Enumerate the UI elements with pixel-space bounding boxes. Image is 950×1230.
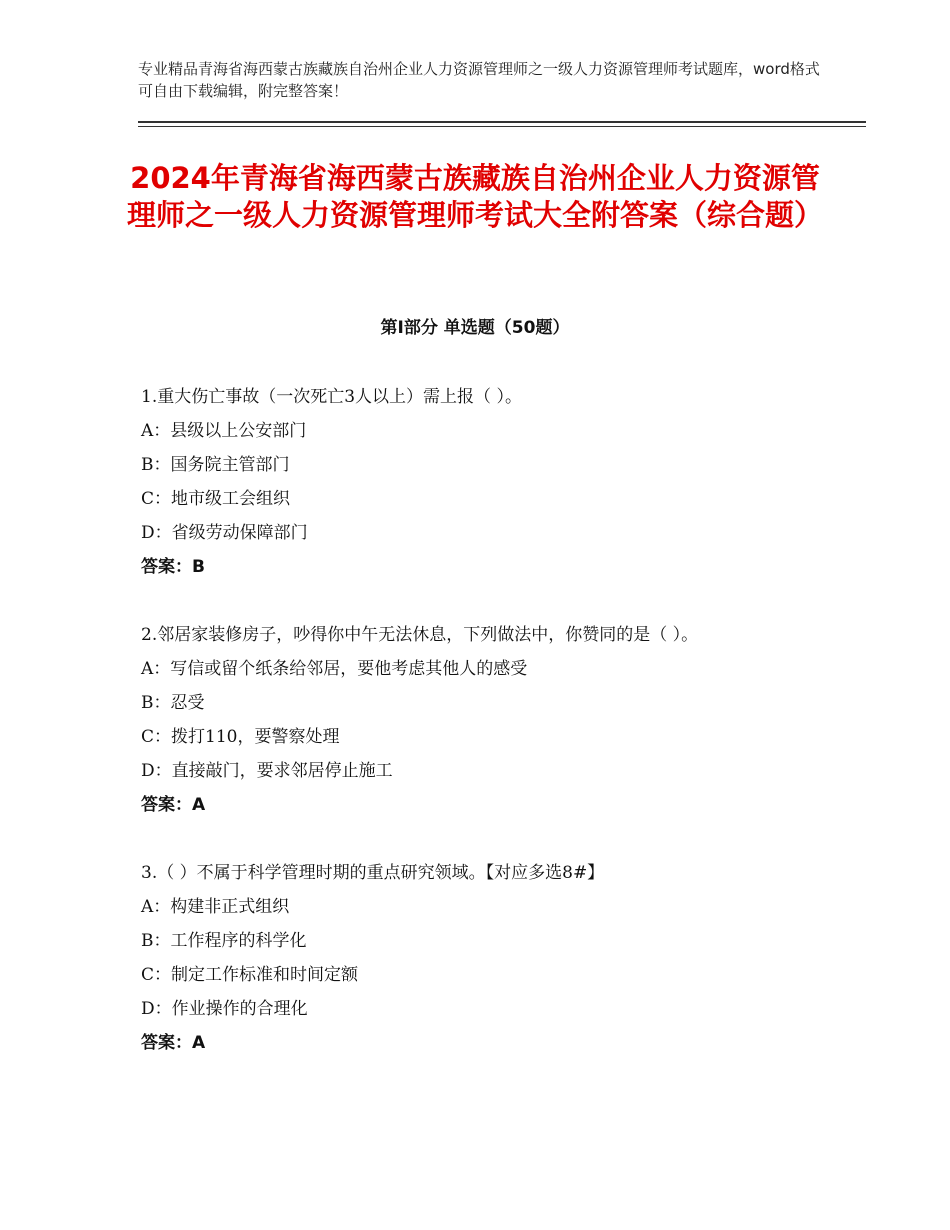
question-2 <box>141 618 821 822</box>
header-divider-thick <box>138 121 866 123</box>
option-b: B：国务院主管部门 <box>141 455 290 475</box>
document-title: 2024年青海省海西蒙古族藏族自治州企业人力资源管理师之一级人力资源管理师考试大全附答案（综合题） <box>126 161 823 232</box>
question-stem: 2.邻居家装修房子，吵得你中午无法休息，下列做法中，你赞同的是（ ）。 <box>141 625 699 645</box>
option-b: B：忍受 <box>141 693 205 713</box>
answer: 答案：B <box>141 557 205 577</box>
option-a: A：县级以上公安部门 <box>141 421 307 441</box>
question-list <box>141 380 821 1094</box>
option-c: C：拨打110，要警察处理 <box>141 727 340 747</box>
answer: 答案：A <box>141 1033 206 1053</box>
option-d: D：作业操作的合理化 <box>141 999 308 1019</box>
question-1 <box>141 380 821 584</box>
option-d: D：直接敲门，要求邻居停止施工 <box>141 761 393 781</box>
question-3 <box>141 856 821 1060</box>
option-c: C：地市级工会组织 <box>141 489 291 509</box>
question-stem: 3.（ ）不属于科学管理时期的重点研究领域。【对应多选8#】 <box>141 863 605 883</box>
option-b: B：工作程序的科学化 <box>141 931 307 951</box>
header-note: 专业精品青海省海西蒙古族藏族自治州企业人力资源管理师之一级人力资源管理师考试题库，word格式可自由下载编辑，附完整答案！ <box>138 60 820 100</box>
option-a: A：写信或留个纸条给邻居，要他考虑其他人的感受 <box>141 659 528 679</box>
part-heading: 第Ⅰ部分 单选题（50题） <box>380 318 570 338</box>
question-stem: 1.重大伤亡事故（一次死亡3人以上）需上报（ ）。 <box>141 387 522 407</box>
answer: 答案：A <box>141 795 206 815</box>
header-divider-thin <box>138 126 866 127</box>
option-c: C：制定工作标准和时间定额 <box>141 965 359 985</box>
option-a: A：构建非正式组织 <box>141 897 290 917</box>
option-d: D：省级劳动保障部门 <box>141 523 308 543</box>
